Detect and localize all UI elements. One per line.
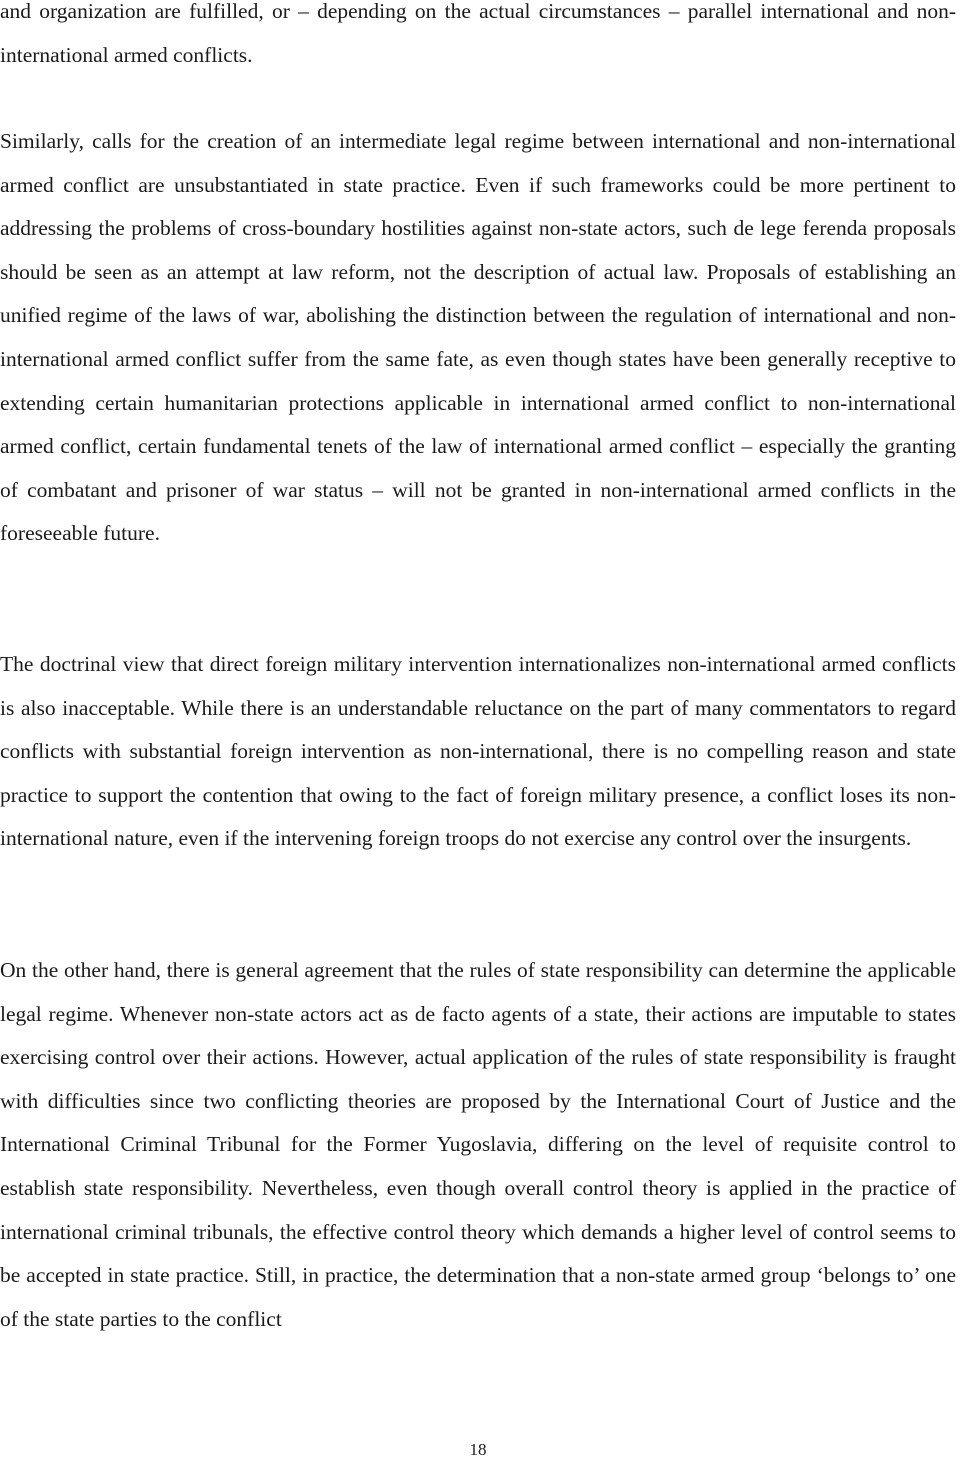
paragraph-intermediate-regime: Similarly, calls for the creation of an intermediate legal regime between international and non-international armed conflict are unsubstantiated in state practice. Even if such frameworks could be more pertinent to addressing the problems of cross-boundary hostilities against non-state actors, such de lege ferenda proposals should be seen as an attempt at law reform, not the description of actual law. Proposals of establishing an unified regime of the laws of war, abolishing the distinction between the regulation of international and non-international armed conflict suffer from the same fate, as even though states have been generally receptive to extending certain humanitarian protections applicable in international armed conflict to non-international armed conflict, certain fundamental tenets of the law of international armed conflict – especially the granting of combatant and prisoner of war status – will not be granted in non-international armed conflicts in the foreseeable future. — [0, 129, 956, 546]
page-number: 18 — [469, 1440, 487, 1459]
paragraph-continuation: and organization are fulfilled, or – depending on the actual circumstances – parallel international and non-international armed conflicts. — [0, 0, 956, 67]
paragraph-doctrinal-view: The doctrinal view that direct foreign military intervention internationalizes non-international armed conflicts is also inacceptable. While there is an understandable reluctance on the part of many commentators to regard conflicts with substantial foreign intervention as non-international, there is no compelling reason and state practice to support the contention that owing to the fact of foreign military presence, a conflict loses its non-international nature, even if the intervening foreign troops do not exercise any control over the insurgents. — [0, 652, 956, 851]
paragraph-state-responsibility: On the other hand, there is general agreement that the rules of state responsibility can determine the applicable legal regime. Whenever non-state actors act as de facto agents of a state, their actions are imputable to states exercising control over their actions. However, actual application of the rules of state responsibility is fraught with difficulties since two conflicting theories are proposed by the International Court of Justice and the International Criminal Tribunal for the Former Yugoslavia, differing on the level of requisite control to establish state responsibility. Nevertheless, even though overall control theory is applied in the practice of international criminal tribunals, the effective control theory which demands a higher level of control seems to be accepted in state practice. Still, in practice, the determination that a non-state armed group ‘belongs to’ one of the state parties to the conflict — [0, 958, 956, 1331]
